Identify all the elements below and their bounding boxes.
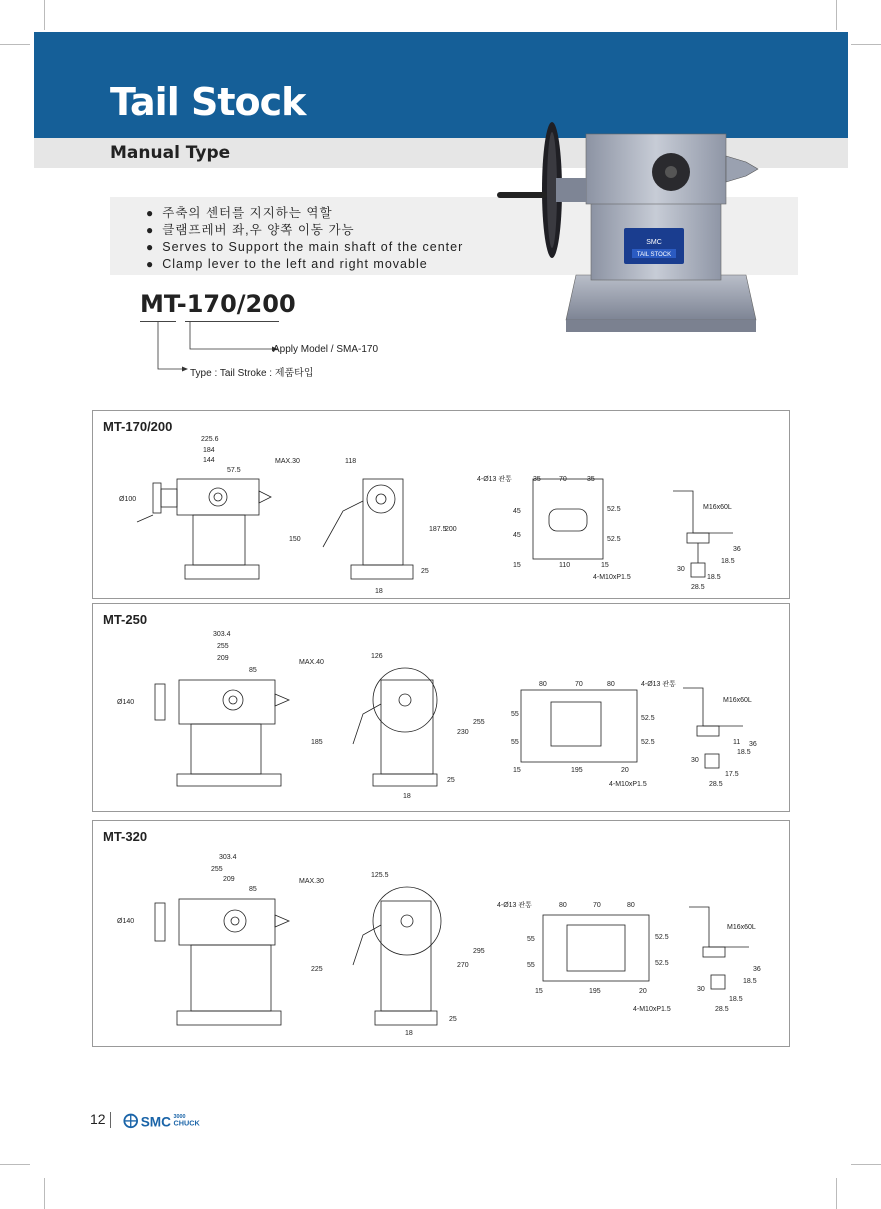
crop-mark bbox=[851, 44, 881, 45]
feature-item: ● 주축의 센터를 지지하는 역할 bbox=[146, 205, 798, 222]
svg-text:18: 18 bbox=[375, 588, 383, 595]
svg-text:4-M10xP1.5: 4-M10xP1.5 bbox=[593, 574, 631, 581]
svg-text:195: 195 bbox=[589, 988, 601, 995]
svg-text:80: 80 bbox=[559, 902, 567, 909]
spec-panel bbox=[92, 410, 790, 599]
brand-logo bbox=[118, 1110, 218, 1130]
crop-mark bbox=[0, 44, 30, 45]
svg-text:4-M10xP1.5: 4-M10xP1.5 bbox=[633, 1006, 671, 1013]
svg-text:Ø140: Ø140 bbox=[117, 918, 135, 925]
svg-text:255: 255 bbox=[217, 643, 229, 650]
svg-text:18: 18 bbox=[405, 1030, 413, 1037]
svg-text:55: 55 bbox=[527, 936, 535, 943]
svg-text:4-M10xP1.5: 4-M10xP1.5 bbox=[609, 781, 647, 788]
svg-text:18.5: 18.5 bbox=[721, 558, 735, 565]
svg-text:SMC: SMC bbox=[140, 1114, 172, 1130]
svg-text:25: 25 bbox=[421, 568, 429, 575]
svg-text:35: 35 bbox=[533, 476, 541, 483]
svg-text:55: 55 bbox=[511, 739, 519, 746]
svg-text:55: 55 bbox=[527, 962, 535, 969]
svg-text:28.5: 28.5 bbox=[715, 1006, 729, 1013]
svg-text:11: 11 bbox=[733, 739, 741, 746]
feature-item: ● 클램프레버 좌,우 양쪽 이동 가능 bbox=[146, 222, 798, 239]
svg-text:52.5: 52.5 bbox=[655, 960, 669, 967]
svg-text:3000: 3000 bbox=[173, 1114, 186, 1121]
svg-text:225: 225 bbox=[311, 966, 323, 973]
svg-text:55: 55 bbox=[511, 711, 519, 718]
svg-text:52.5: 52.5 bbox=[655, 934, 669, 941]
technical-drawing bbox=[93, 411, 789, 598]
footer-divider bbox=[110, 1112, 111, 1128]
svg-text:80: 80 bbox=[539, 681, 547, 688]
svg-text:209: 209 bbox=[223, 876, 235, 883]
svg-text:187.5: 187.5 bbox=[429, 526, 447, 533]
svg-text:126: 126 bbox=[371, 653, 383, 660]
svg-text:85: 85 bbox=[249, 886, 257, 893]
panel-title: MT-170/200 bbox=[103, 419, 173, 434]
svg-text:70: 70 bbox=[559, 476, 567, 483]
technical-drawing bbox=[93, 604, 789, 811]
svg-text:200: 200 bbox=[445, 526, 457, 533]
svg-text:70: 70 bbox=[575, 681, 583, 688]
svg-text:295: 295 bbox=[473, 948, 485, 955]
svg-text:303.4: 303.4 bbox=[213, 631, 231, 638]
svg-text:MAX.40: MAX.40 bbox=[299, 659, 324, 666]
svg-text:15: 15 bbox=[513, 562, 521, 569]
svg-text:M16x60L: M16x60L bbox=[703, 504, 732, 511]
svg-text:4-Ø13 관통: 4-Ø13 관통 bbox=[497, 902, 532, 909]
svg-text:230: 230 bbox=[457, 729, 469, 736]
svg-text:52.5: 52.5 bbox=[607, 506, 621, 513]
svg-text:195: 195 bbox=[571, 767, 583, 774]
product-photo bbox=[496, 120, 766, 340]
model-code: MT-170/200 bbox=[140, 290, 296, 318]
svg-text:15: 15 bbox=[513, 767, 521, 774]
spec-panel bbox=[92, 820, 790, 1047]
svg-text:18: 18 bbox=[403, 793, 411, 800]
svg-text:4-Ø13 관통: 4-Ø13 관통 bbox=[641, 681, 676, 688]
svg-text:30: 30 bbox=[691, 757, 699, 764]
svg-text:52.5: 52.5 bbox=[607, 536, 621, 543]
svg-text:MAX.30: MAX.30 bbox=[299, 878, 324, 885]
svg-text:255: 255 bbox=[473, 719, 485, 726]
svg-text:28.5: 28.5 bbox=[691, 584, 705, 591]
crop-mark bbox=[0, 1164, 30, 1165]
svg-text:M16x60L: M16x60L bbox=[727, 924, 756, 931]
page-subtitle: Manual Type bbox=[110, 143, 231, 163]
crop-mark bbox=[836, 0, 837, 30]
svg-text:20: 20 bbox=[621, 767, 629, 774]
svg-text:150: 150 bbox=[289, 536, 301, 543]
apply-model-note: Apply Model / SMA-170 bbox=[273, 344, 379, 355]
svg-text:30: 30 bbox=[697, 986, 705, 993]
svg-text:225.6: 225.6 bbox=[201, 436, 219, 443]
svg-text:110: 110 bbox=[559, 562, 571, 569]
svg-text:28.5: 28.5 bbox=[709, 781, 723, 788]
page-number: 12 bbox=[90, 1111, 106, 1127]
svg-text:18.5: 18.5 bbox=[743, 978, 757, 985]
type-note: Type : Tail Stroke : 제품타입 bbox=[190, 368, 314, 379]
panel-title: MT-320 bbox=[103, 829, 148, 844]
svg-text:M16x60L: M16x60L bbox=[723, 697, 752, 704]
svg-text:52.5: 52.5 bbox=[641, 739, 655, 746]
svg-text:185: 185 bbox=[311, 739, 323, 746]
svg-text:17.5: 17.5 bbox=[725, 771, 739, 778]
svg-text:303.4: 303.4 bbox=[219, 854, 237, 861]
svg-text:25: 25 bbox=[449, 1016, 457, 1023]
svg-text:70: 70 bbox=[593, 902, 601, 909]
svg-text:270: 270 bbox=[457, 962, 469, 969]
svg-text:Ø140: Ø140 bbox=[117, 699, 135, 706]
svg-text:85: 85 bbox=[249, 667, 257, 674]
svg-text:80: 80 bbox=[627, 902, 635, 909]
product-brand: SMC bbox=[646, 239, 662, 246]
svg-text:36: 36 bbox=[753, 966, 761, 973]
product-plate-label: TAIL STOCK bbox=[636, 252, 672, 258]
page-title: Tail Stock bbox=[110, 80, 306, 124]
crop-mark bbox=[851, 1164, 881, 1165]
svg-text:18.5: 18.5 bbox=[729, 996, 743, 1003]
panel-title: MT-250 bbox=[103, 612, 148, 627]
svg-text:144: 144 bbox=[203, 457, 215, 464]
crop-mark bbox=[836, 1178, 837, 1209]
svg-text:18.5: 18.5 bbox=[707, 574, 721, 581]
crop-mark bbox=[44, 0, 45, 30]
svg-text:209: 209 bbox=[217, 655, 229, 662]
svg-text:184: 184 bbox=[203, 447, 215, 454]
svg-text:25: 25 bbox=[447, 777, 455, 784]
svg-text:45: 45 bbox=[513, 532, 521, 539]
svg-text:30: 30 bbox=[677, 566, 685, 573]
svg-text:35: 35 bbox=[587, 476, 595, 483]
svg-text:20: 20 bbox=[639, 988, 647, 995]
spec-panel bbox=[92, 603, 790, 812]
svg-text:36: 36 bbox=[749, 741, 757, 748]
feature-item: ● Serves to Support the main shaft of the center bbox=[146, 239, 798, 256]
feature-item: ● Clamp lever to the left and right movable bbox=[146, 256, 798, 273]
svg-text:57.5: 57.5 bbox=[227, 467, 241, 474]
svg-text:15: 15 bbox=[601, 562, 609, 569]
svg-text:15: 15 bbox=[535, 988, 543, 995]
svg-text:80: 80 bbox=[607, 681, 615, 688]
crop-mark bbox=[44, 1178, 45, 1209]
svg-text:45: 45 bbox=[513, 508, 521, 515]
svg-text:MAX.30: MAX.30 bbox=[275, 458, 300, 465]
technical-drawing bbox=[93, 821, 789, 1046]
svg-text:36: 36 bbox=[733, 546, 741, 553]
svg-text:CHUCK: CHUCK bbox=[173, 1118, 200, 1128]
svg-text:18.5: 18.5 bbox=[737, 749, 751, 756]
svg-text:52.5: 52.5 bbox=[641, 715, 655, 722]
svg-text:Ø100: Ø100 bbox=[119, 496, 137, 503]
svg-text:125.5: 125.5 bbox=[371, 872, 389, 879]
svg-text:4-Ø13 관통: 4-Ø13 관통 bbox=[477, 476, 512, 483]
svg-text:118: 118 bbox=[345, 458, 357, 465]
svg-text:255: 255 bbox=[211, 866, 223, 873]
